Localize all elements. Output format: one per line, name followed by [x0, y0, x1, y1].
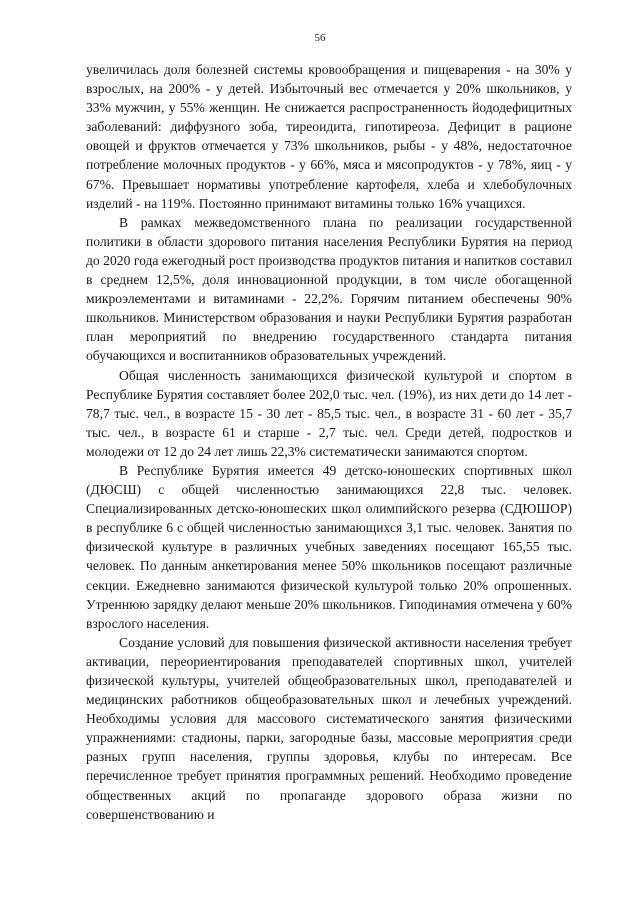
paragraph-continuation: увеличилась доля болезней системы кровообращения и пищеварения - на 30% у взрослых, на 200% - у детей. Избыточный вес отмечается у 20% школьников, у 33% мужчин, у 55% женщин. Не снижается распространенность йододефицитных заболеваний: диффузного зоба, тиреоидита, гипотиреоза. Дефицит в рационе овощей и фруктов отмечается у 73% школьников, рыбы - у 48%, недостаточное потребление молочных продуктов - у 66%, мяса и мясопродуктов - у 78%, яиц - у 67%. Превышает нормативы употребление картофеля, хлеба и хлебобулочных изделий - на 119%. Постоянно принимают витамины только 16% учащихся.: [86, 62, 572, 211]
paragraph-sports-schools: В Республике Бурятия имеется 49 детско-юношеских спортивных школ (ДЮСШ) с общей численностью занимающихся 22,8 тыс. человек. Специализированных детско-юношеских школ олимпийского резерва (СДЮШОР) в республике 6 с общей численностью занимающихся 3,1 тыс. человек. Занятия по физической культуре в различных учебных заведениях посещают 165,55 тыс. человек. По данным анкетирования менее 50% школьников посещают различные секции. Ежедневно занимаются физической культурой только 20% опрошенных. Утреннюю зарядку делают меньше 20% школьников. Гиподинамия отмечена у 60% взрослого населения.: [86, 462, 572, 631]
paragraph-nutrition-policy: В рамках межведомственного плана по реализации государственной политики в области здорового питания населения Республики Бурятия на период до 2020 года ежегодный рост производства продуктов питания и напитков составил в среднем 12,5%, доля инновационной продукции, в том числе обогащенной микроэлементами и витаминами - 22,2%. Горячим питанием обеспечены 90% школьников. Министерством образования и науки Республики Бурятия разработан план мероприятий по внедрению государственного стандарта питания обучающихся и воспитанников образовательных учреждений.: [86, 214, 572, 364]
paragraph-sports-participation: Общая численность занимающихся физической культурой и спортом в Республике Бурятия составляет более 202,0 тыс. чел. (19%), из них дети до 14 лет - 78,7 тыс. чел., в возрасте 15 - 30 лет - 85,5 тыс. чел., в возрасте 31 - 60 лет - 35,7 тыс. чел., в возрасте 61 и старше - 2,7 тыс. чел. Среди детей, подростков и молодежи от 12 до 24 лет лишь 22,3% систематически занимаются спортом.: [86, 367, 572, 459]
document-body: [86, 60, 572, 824]
page-number: 56: [314, 32, 326, 44]
paragraph-physical-activity: Создание условий для повышения физической активности населения требует активации, переориентирования преподавателей спортивных школ, учителей физической культуры, учителей общеобразовательных школ, преподавателей и медицинских работников общеобразовательных школ и лечебных учреждений. Необходимы условия для массового систематического занятия физическими упражнениями: стадионы, парки, загородные базы, массовые мероприятия среди разных групп населения, группы здоровья, клубы по интересам. Все перечисленное требует принятия программных решений. Необходимо проведение общественных акций по пропаганде здорового образа жизни по совершенствованию и: [86, 634, 572, 822]
